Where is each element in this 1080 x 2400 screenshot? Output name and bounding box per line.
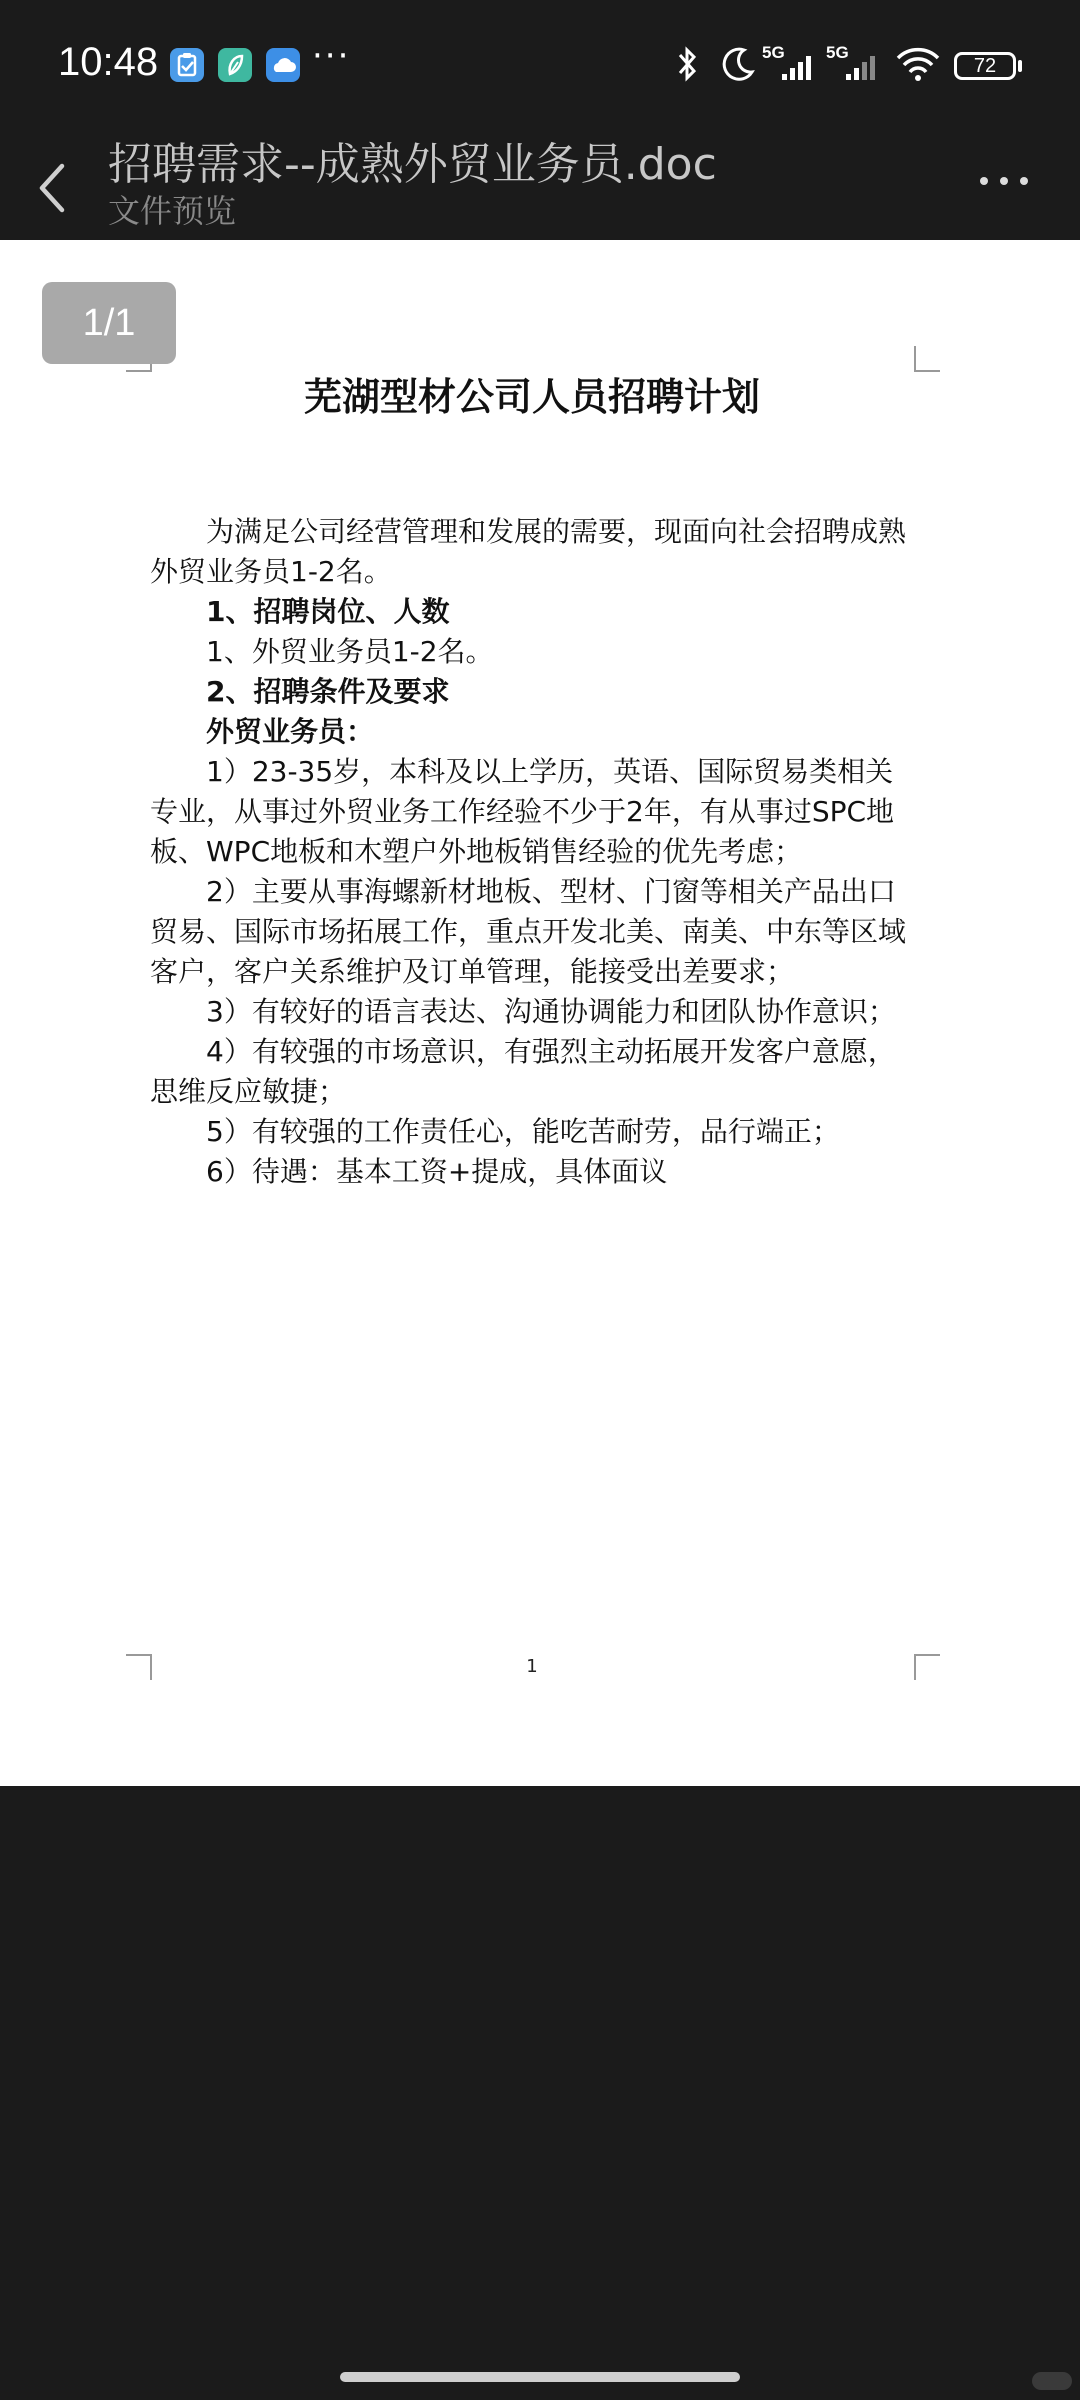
network-label-2: 5G <box>826 43 849 62</box>
document-subtitle: 文件预览 <box>108 192 237 230</box>
more-options-button[interactable] <box>974 166 1034 196</box>
section-title-2: 2、招聘条件及要求 <box>206 675 450 708</box>
status-more-icon: ··· <box>312 36 351 76</box>
requirement-item: 6）待遇：基本工资+提成，具体面议 <box>206 1155 668 1188</box>
page-indicator: 1/1 <box>42 282 176 364</box>
document-body <box>150 512 920 1192</box>
document-title: 招聘需求--成熟外贸业务员.doc <box>108 139 717 190</box>
section-title-1: 1、招聘岗位、人数 <box>206 595 450 628</box>
chevron-left-icon <box>28 144 78 224</box>
crop-mark-top-right <box>914 346 940 372</box>
more-dots-icon <box>974 166 1034 196</box>
section-item-1: 1、外贸业务员1-2名。 <box>206 635 494 668</box>
signal-icon-2 <box>826 42 888 82</box>
intro-paragraph: 为满足公司经营管理和发展的需要，现面向社会招聘成熟外贸业务员1-2名。 <box>150 515 907 588</box>
page-number: 1 <box>526 1656 538 1677</box>
crop-mark-bottom-right <box>914 1654 940 1680</box>
back-button[interactable] <box>28 144 78 224</box>
requirement-item: 4）有较强的市场意识，有强烈主动拓展开发客户意愿，思维反应敏捷； <box>150 1035 896 1108</box>
moon-icon <box>718 44 758 84</box>
wifi-icon <box>894 44 942 84</box>
document-page[interactable] <box>0 240 1080 1786</box>
watermark-badge <box>1032 2372 1072 2390</box>
cloud-app-icon <box>266 48 300 82</box>
status-bar <box>0 0 1080 126</box>
home-indicator[interactable] <box>340 2372 740 2382</box>
battery-tip <box>1018 60 1022 72</box>
clipboard-app-icon <box>170 48 204 82</box>
battery-indicator: 72 <box>954 52 1016 80</box>
crop-mark-bottom-left <box>126 1654 152 1680</box>
role-title: 外贸业务员： <box>206 715 375 748</box>
bluetooth-icon <box>672 44 702 84</box>
status-time: 10:48 <box>58 40 159 84</box>
signal-icon <box>762 42 824 82</box>
requirement-item: 1）23-35岁，本科及以上学历，英语、国际贸易类相关专业，从事过外贸业务工作经验不少于2年，有从事过SPC地板、WPC地板和木塑户外地板销售经验的优先考虑； <box>150 755 895 868</box>
requirement-item: 3）有较好的语言表达、沟通协调能力和团队协作意识； <box>206 995 896 1028</box>
requirement-item: 5）有较强的工作责任心，能吃苦耐劳，品行端正； <box>206 1115 840 1148</box>
document-heading: 芜湖型材公司人员招聘计划 <box>303 375 760 419</box>
requirement-item: 2）主要从事海螺新材地板、型材、门窗等相关产品出口贸易、国际市场拓展工作，重点开发北美、南美、中东等区域客户，客户关系维护及订单管理，能接受出差要求； <box>150 875 907 988</box>
leaf-app-icon <box>218 48 252 82</box>
title-bar <box>0 126 1080 240</box>
network-label-1: 5G <box>762 43 785 62</box>
